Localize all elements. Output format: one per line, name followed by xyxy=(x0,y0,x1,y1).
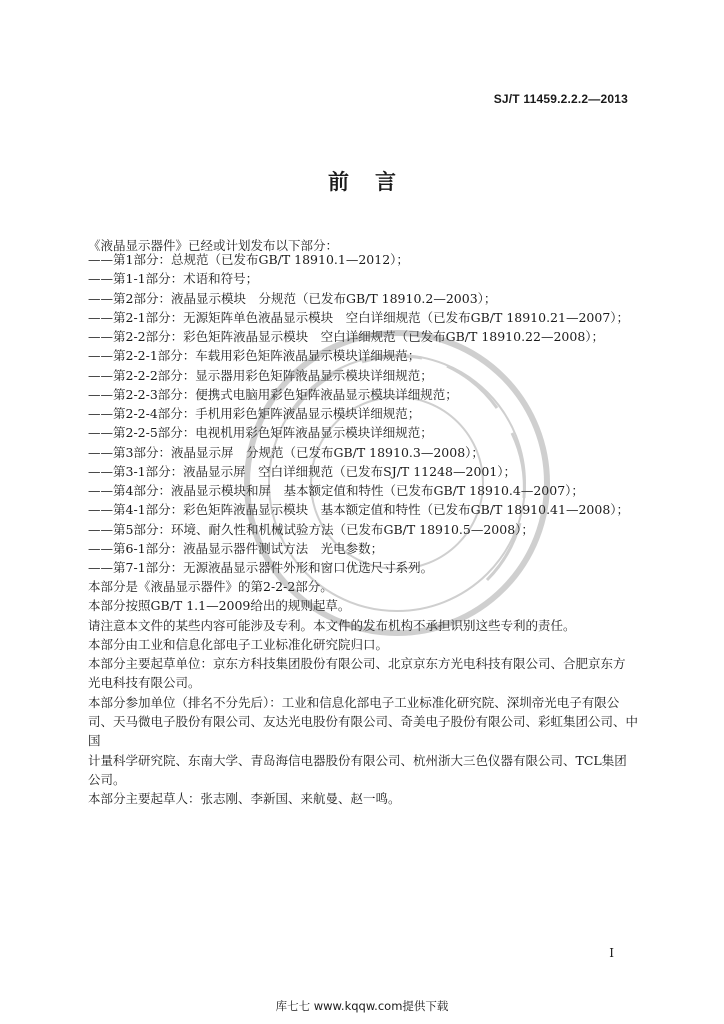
paragraph-drafting-rules: 本部分按照GB/T 1.1—2009给出的规则起草。 xyxy=(88,598,351,614)
part-item: ——第4-1部分：彩色矩阵液晶显示模块 基本额定值和特性（已发布GB/T 18910.41—2008）； xyxy=(88,502,630,518)
paragraph-main-drafters-org-cont: 光电科技有限公司。 xyxy=(88,675,201,691)
part-item: ——第6-1部分：液晶显示器件测试方法 光电参数； xyxy=(88,540,384,556)
part-item: ——第2-1部分：无源矩阵单色液晶显示模块 空白详细规范（已发布GB/T 18910.21—2007）； xyxy=(88,309,630,325)
parts-list xyxy=(88,250,629,577)
standard-code: SJ/T 11459.2.2.2—2013 xyxy=(493,92,628,106)
page-number: I xyxy=(609,946,614,960)
part-item: ——第3-1部分：液晶显示屏 空白详细规范（已发布SJ/T 11248—2001）； xyxy=(88,463,517,479)
part-item: ——第7-1部分：无源液晶显示器件外形和窗口优选尺寸系列。 xyxy=(88,560,434,575)
paragraph-participants-cont: 司、天马微电子股份有限公司、友达光电股份有限公司、奇美电子股份有限公司、彩虹集团公司、中国 xyxy=(88,714,639,749)
paragraph-participants-cont: 计量科学研究院、东南大学、青岛海信电器股份有限公司、杭州浙大三色仪器有限公司、TCL集团公司。 xyxy=(88,752,627,787)
part-item: ——第1部分：总规范（已发布GB/T 18910.1—2012）； xyxy=(88,252,409,267)
paragraph-main-drafters-org: 本部分主要起草单位：京东方科技集团股份有限公司、北京京东方光电科技有限公司、合肥京东方 xyxy=(88,656,626,672)
paragraph-main-drafters: 本部分主要起草人：张志刚、李新国、来航曼、赵一鸣。 xyxy=(88,791,401,807)
part-item: ——第2部分：液晶显示模块 分规范（已发布GB/T 18910.2—2003）； xyxy=(88,290,497,306)
part-item: ——第2-2-4部分：手机用彩色矩阵液晶显示模块详细规范； xyxy=(88,406,421,421)
part-item: ——第2-2-3部分：便携式电脑用彩色矩阵液晶显示模块详细规范； xyxy=(88,386,458,402)
part-item: ——第2-2-2部分：显示器用彩色矩阵液晶显示模块详细规范； xyxy=(88,367,433,383)
paragraph-patent-notice: 请注意本文件的某些内容可能涉及专利。本文件的发布机构不承担识别这些专利的责任。 xyxy=(88,617,576,633)
footer-source: 库七七 www.kqqw.com提供下载 xyxy=(275,999,449,1013)
body-paragraphs xyxy=(88,577,638,809)
paragraph-part-of: 本部分是《液晶显示器件》的第2-2-2部分。 xyxy=(88,579,333,594)
part-item: ——第2-2部分：彩色矩阵液晶显示模块 空白详细规范（已发布GB/T 18910.22—2008）； xyxy=(88,329,605,344)
page-title: 前言 xyxy=(328,170,422,194)
part-item: ——第3部分：液晶显示屏 分规范（已发布GB/T 18910.3—2008）； xyxy=(88,444,484,460)
part-item: ——第5部分：环境、耐久性和机械试验方法（已发布GB/T 18910.5—2008）； xyxy=(88,521,534,537)
part-item: ——第4部分：液晶显示模块和屏 基本额定值和特性（已发布GB/T 18910.4—2007）； xyxy=(88,483,584,498)
paragraph-administered-by: 本部分由工业和信息化部电子工业标准化研究院归口。 xyxy=(88,636,389,652)
paragraph-participants: 本部分参加单位（排名不分先后）：工业和信息化部电子工业标准化研究院、深圳帝光电子有限公 xyxy=(88,694,620,710)
part-item: ——第1-1部分：术语和符号； xyxy=(88,271,259,287)
part-item: ——第2-2-1部分：车载用彩色矩阵液晶显示模块详细规范； xyxy=(88,348,421,364)
part-item: ——第2-2-5部分：电视机用彩色矩阵液晶显示模块详细规范； xyxy=(88,425,433,441)
intro-line: 《液晶显示器件》已经或计划发布以下部分： xyxy=(88,238,339,253)
